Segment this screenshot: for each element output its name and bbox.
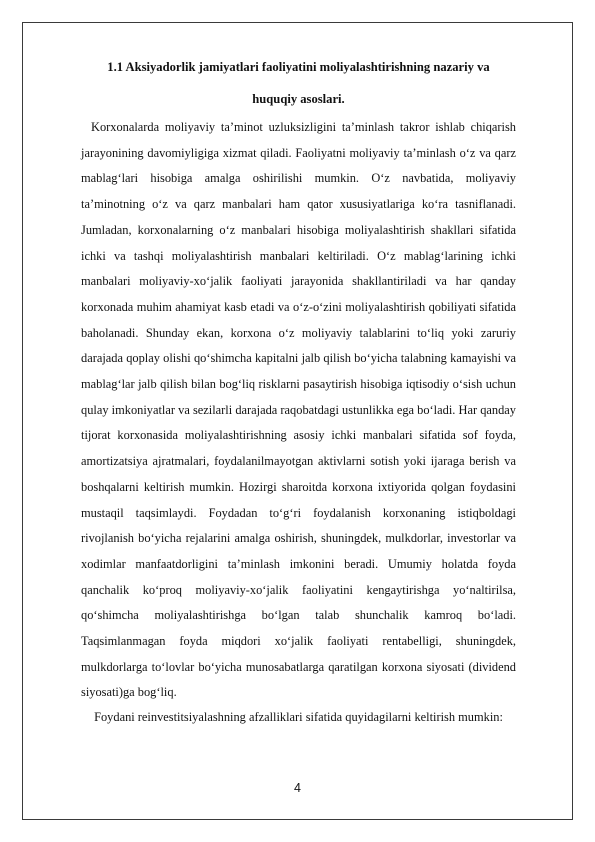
body-paragraph-2: Foydani reinvestitsiyalashning afzalliklari sifatida quyidagilarni keltirish mumkin: (94, 710, 503, 725)
section-title (81, 51, 516, 115)
section-title-line-1: 1.1 Aksiyadorlik jamiyatlari faoliyatini moliyalashtirishning nazariy va (107, 60, 490, 74)
body-paragraph-1: Korxonalarda moliyaviy ta’minot uzluksizligini ta’minlash takror ishlab chiqarish jarayonining davomiyligiga xizmat qiladi. Faoliyatni moliyaviy ta’minlash o‘z va qarz mablag‘lari hisobiga amalga oshirilishi mumkin. O‘z navbatida, moliyaviy ta’minotning o‘z va qarz manbalari ham qator xususiyatlariga ko‘ra tasniflanadi. Jumladan, korxonalarning o‘z manbalari hisobiga moliyalashtirish shakllari sifatida ichki va tashqi moliyalashtirish manbalari keltiriladi. O‘z mablag‘larining ichki manbalari moliyaviy-xo‘jalik faoliyati jarayonida shakllantiriladi va har qanday korxonada muhim ahamiyat kasb etadi va o‘z-o‘zini moliyalashtirish qobiliyati sifatida baholanadi. Shunday ekan, korxona o‘z moliyaviy talablarini to‘liq yoki zaruriy darajada qoplay olishi qo‘shimcha kapitalni jalb qilish bo‘yicha talabning kamayishi va mablag‘lar jalb qilish bilan bog‘liq risklarni pasaytirish hisobiga iqtisodiy o‘sish uchun qulay imkoniyatlar va sezilarli darajada raqobatdagi ustunlikka ega bo‘ladi. Har qanday tijorat korxonasida moliyalashtirishning asosiy ichki manbalari sifatida sof foyda, amortizatsiya ajratmalari, foydalanilmayotgan aktivlarni sotish yoki ijaraga berish va boshqalarni keltirish mumkin. Hozirgi sharoitda korxona ixtiyorida qolgan foydasini mustaqil taqsimlaydi. Foydadan to‘g‘ri foydalanish korxonaning istiqboldagi rivojlanish bo‘yicha rejalarini amalga oshirish, shuningdek, mulkdorlar, investorlar va xodimlar manfaatdorligini ta’minlash imkonini beradi. Umumiy holatda foyda qanchalik ko‘proq moliyaviy-xo‘jalik faoliyatini kengaytirishga yo‘naltirilsa, qo‘shimcha moliyalashtirishga bo‘lgan talab shunchalik kamroq bo‘ladi. Taqsimlanmagan foyda miqdori xo‘jalik faoliyati rentabelligi, shuningdek, mulkdorlarga to‘lovlar bo‘yicha munosabatlarga qaratilgan korxona siyosati (dividend siyosati)ga bog‘liq. (81, 120, 516, 700)
section-title-line-2: huquqiy asoslari. (252, 92, 345, 106)
page-number: 4 (294, 781, 301, 795)
page-content (81, 51, 516, 729)
document-page (22, 22, 573, 820)
